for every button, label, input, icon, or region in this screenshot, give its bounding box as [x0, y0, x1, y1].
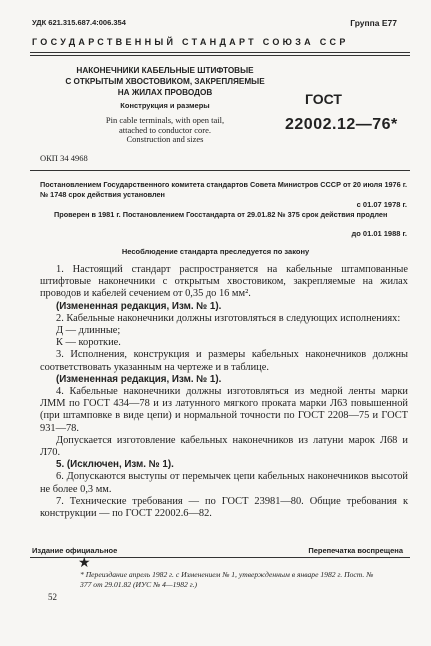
- paragraph-3-edit-note: (Измененная редакция, Изм. № 1).: [56, 373, 222, 385]
- paragraph-7: 7. Технические требования — по ГОСТ 23981—80. Общие требования к конструкции — по ГОСТ 22002.6—82.: [40, 495, 408, 520]
- banner-rule-bottom: [30, 55, 410, 56]
- title-en-line-3: Construction and sizes: [126, 134, 204, 144]
- gost-number: 22002.12—76*: [285, 116, 398, 133]
- checked-text: Проверен в 1981 г. Постановлением Госстандарта от 29.01.82 № 375 срок действия продлен: [54, 210, 388, 219]
- paragraph-6: 6. Допускаются выступы от перемычек цепи кабельных наконечников высотой не более 0,3 мм.: [40, 471, 408, 495]
- title-ru-line-2: С ОТКРЫТЫМ ХВОСТОВИКОМ, ЗАКРЕПЛЯЕМЫЕ: [65, 77, 265, 86]
- official-edition-label: Издание официальное: [32, 546, 118, 555]
- paragraph-1-edit-note: (Измененная редакция, Изм. № 1).: [56, 300, 222, 312]
- page-number: 52: [48, 592, 57, 602]
- paragraph-2-item-d: Д — длинные;: [56, 325, 121, 337]
- date-established: с 01.07 1978 г.: [356, 200, 407, 209]
- paragraph-4: 4. Кабельные наконечники должны изготовляться из медной ленты марки ЛММ по ГОСТ 434—78 и из латунного мягкого проката марки Л63 повышенной (при штамповке в виде цепи) и нормальной точности по ГОСТ 2208—75 и ГОСТ 931—78.: [40, 386, 408, 434]
- title-ru: [40, 65, 290, 98]
- standard-banner: ГОСУДАРСТВЕННЫЙ СТАНДАРТ СОЮЗА ССР: [32, 37, 349, 47]
- okp-code: ОКП 34 4968: [40, 153, 88, 163]
- title-en: [40, 116, 290, 145]
- gost-label: ГОСТ: [305, 91, 342, 107]
- title-en-line-1: Pin cable terminals, with open tail,: [105, 115, 225, 125]
- reprint-prohibited-label: Перепечатка воспрещена: [308, 546, 403, 555]
- subtitle-ru: Конструкция и размеры: [120, 101, 210, 110]
- paragraph-3: 3. Исполнения, конструкция и размеры кабельных наконечников должны соответствовать указанным на чертеже и в таблице.: [40, 349, 408, 373]
- paragraph-2-item-k: К — короткие.: [56, 337, 121, 349]
- noncompliance-notice: Несоблюдение стандарта преследуется по закону: [121, 247, 310, 256]
- paragraph-2: 2. Кабельные наконечники должны изготовляться в следующих исполнениях:: [56, 312, 401, 324]
- header-rule: [30, 170, 410, 171]
- udk-code: УДК 621.315.687.4:006.354: [32, 18, 126, 27]
- title-ru-line-3: НА ЖИЛАХ ПРОВОДОВ: [117, 88, 213, 97]
- decree-text: Постановлением Государственного комитета стандартов Совета Министров СССР от 20 июля 1976 г. № 1748 срок действия установлен: [40, 180, 408, 199]
- banner-rule-top: [30, 52, 410, 53]
- reissue-note: * Переиздание апрель 1982 г. с Изменением № 1, утвержденным в январе 1982 г. Пост. № 377 от 29.01.82 (ИУС № 4—1982 г.): [80, 570, 374, 589]
- star-icon: ★: [78, 556, 91, 571]
- paragraph-1: 1. Настоящий стандарт распространяется на кабельные штампованные штифтовые наконечники с открытым хвостовиком, закрепляемые на жилах проводов и кабелей сечением от 0,35 до 16 мм².: [40, 264, 408, 300]
- date-extended: до 01.01 1988 г.: [351, 229, 407, 238]
- paragraph-5: 5. (Исключен, Изм. № 1).: [56, 459, 174, 471]
- title-ru-line-1: НАКОНЕЧНИКИ КАБЕЛЬНЫЕ ШТИФТОВЫЕ: [76, 66, 254, 75]
- title-en-line-2: attached to conductor core.: [118, 124, 212, 135]
- group-code: Группа Е77: [350, 18, 397, 28]
- paragraph-4b: Допускается изготовление кабельных наконечников из латуни марок Л68 и Л70.: [40, 434, 408, 459]
- document-body: [40, 264, 408, 520]
